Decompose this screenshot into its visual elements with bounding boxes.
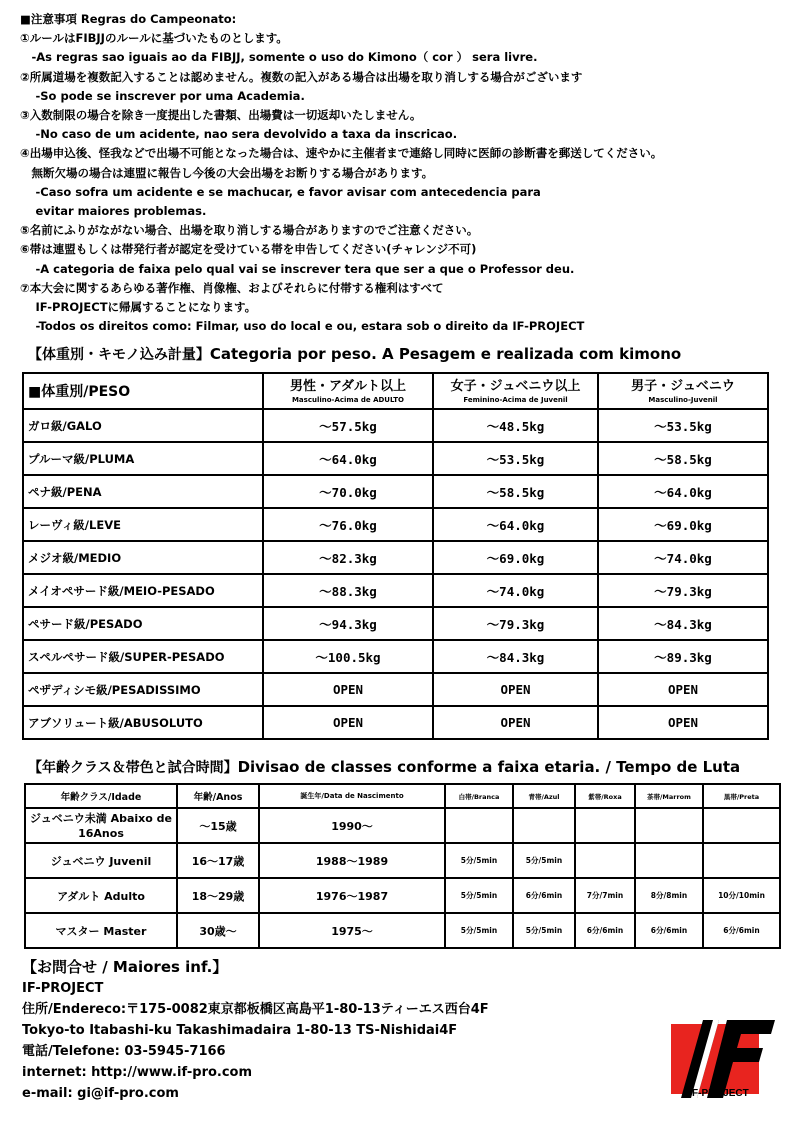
contact-address-en: Tokyo-to Itabashi-ku Takashimadaira 1-80-13 TS-Nishidai4F — [22, 1023, 458, 1038]
age-section-title — [28, 757, 740, 777]
age-header-cell: 誕生年/Data de Nascimento — [259, 784, 445, 808]
table-row — [23, 640, 768, 673]
weight-value: OPEN — [433, 673, 598, 706]
weight-class-name: ペサード級/PESADO — [23, 607, 263, 640]
weight-header-row — [23, 373, 768, 409]
age-range: 16～17歳 — [177, 843, 259, 878]
match-time — [513, 808, 575, 843]
weight-header-col: 男子・ジュベニウ Masculino-Juvenil — [598, 373, 768, 409]
birth-year: 1990～ — [259, 808, 445, 843]
weight-value: ～100.5kg — [263, 640, 433, 673]
rule-line: ⑤名前にふりがながない場合、出場を取り消しする場合がありますのでご注意ください。 — [20, 223, 479, 238]
rule-line: IF-PROJECTに帰属することになります。 — [20, 300, 257, 315]
table-row — [23, 541, 768, 574]
weight-value: OPEN — [598, 673, 768, 706]
weight-class-name: ペザディシモ級/PESADISSIMO — [23, 673, 263, 706]
match-time: 6分/6min — [513, 878, 575, 913]
weight-value: OPEN — [263, 706, 433, 739]
rule-line: ②所属道場を複数記入することは認めません。複数の記入がある場合は出場を取り消しする場合がございます — [20, 69, 583, 84]
weight-value: ～64.0kg — [598, 475, 768, 508]
weight-header-col: 女子・ジュベニウ以上 Feminino-Acima de Juvenil — [433, 373, 598, 409]
rule-line: ①ルールはFIBJJのルールに基づいたものとします。 — [20, 31, 288, 46]
weight-title-jp: 【体重別・キモノ込み計量】 — [28, 347, 210, 363]
weight-value: ～89.3kg — [598, 640, 768, 673]
logo-caption: IF-PROJECT — [689, 1088, 749, 1099]
weight-value: ～79.3kg — [433, 607, 598, 640]
match-time — [635, 808, 703, 843]
weight-class-name: ペナ級/PENA — [23, 475, 263, 508]
rule-line: -Todos os direitos como: Filmar, uso do local e ou, estara sob o direito da IF-PROJECT — [20, 319, 585, 334]
age-header-cell: 紫帯/Roxa — [575, 784, 635, 808]
weight-class-name: メジオ級/MEDIO — [23, 541, 263, 574]
weight-class-name: アブソリュート級/ABUSOLUTO — [23, 706, 263, 739]
rule-line: -A categoria de faixa pelo qual vai se inscrever tera que ser a que o Professor deu. — [20, 261, 575, 276]
table-row — [23, 607, 768, 640]
weight-value: ～94.3kg — [263, 607, 433, 640]
weight-header-first: ■体重別/PESO — [23, 373, 263, 409]
rule-line: ④出場申込後、怪我などで出場不可能となった場合は、速やかに主催者まで連絡し同時に医師の診断書を郵送してください。 — [20, 146, 663, 161]
age-table — [24, 783, 781, 949]
age-class: アダルト Adulto — [25, 878, 177, 913]
birth-year: 1976～1987 — [259, 878, 445, 913]
weight-value: ～82.3kg — [263, 541, 433, 574]
age-header-cell: 黒帯/Preta — [703, 784, 780, 808]
table-row — [25, 913, 780, 948]
match-time — [445, 808, 513, 843]
rules-heading: ■注意事項 Regras do Campeonato: — [20, 12, 237, 26]
weight-value: ～53.5kg — [433, 442, 598, 475]
weight-value: ～69.0kg — [433, 541, 598, 574]
table-row — [23, 673, 768, 706]
weight-value: ～64.0kg — [433, 508, 598, 541]
match-time: 10分/10min — [703, 878, 780, 913]
match-time: 6分/6min — [575, 913, 635, 948]
weight-value: ～74.0kg — [598, 541, 768, 574]
age-header-cell: 茶帯/Marrom — [635, 784, 703, 808]
weight-value: OPEN — [263, 673, 433, 706]
match-time: 5分/5min — [513, 913, 575, 948]
weight-title-pt: Categoria por peso. A Pesagem e realizada com kimono — [209, 345, 682, 363]
match-time — [575, 843, 635, 878]
rule-line: evitar maiores problemas. — [20, 204, 207, 219]
match-time — [703, 843, 780, 878]
age-header-cell: 青帯/Azul — [513, 784, 575, 808]
weight-value: ～69.0kg — [598, 508, 768, 541]
age-title-jp: 【年齢クラス＆帯色と試合時間】 — [28, 760, 238, 776]
weight-value: ～84.3kg — [433, 640, 598, 673]
rule-line: 無断欠場の場合は連盟に報告し今後の大会出場をお断りする場合があります。 — [20, 165, 434, 180]
rule-line: -Caso sofra um acidente e se machucar, e favor avisar com antecedencia para — [20, 184, 541, 199]
contact-address-jp: 住所/Endereco:〒175-0082東京都板橋区高島平1-80-13ティーエス西台4F — [22, 1002, 489, 1017]
table-row — [23, 706, 768, 739]
table-row — [23, 442, 768, 475]
weight-value: ～84.3kg — [598, 607, 768, 640]
match-time: 5分/5min — [445, 878, 513, 913]
match-time — [703, 808, 780, 843]
table-row — [23, 574, 768, 607]
weight-section-title — [28, 344, 681, 364]
match-time — [635, 843, 703, 878]
age-class: ジュベニウ Juvenil — [25, 843, 177, 878]
age-range: ～15歳 — [177, 808, 259, 843]
weight-value: ～70.0kg — [263, 475, 433, 508]
match-time: 6分/6min — [635, 913, 703, 948]
table-row — [25, 808, 780, 843]
age-range: 30歳～ — [177, 913, 259, 948]
contact-heading: 【お問合せ / Maiores inf.】 — [22, 958, 228, 976]
match-time: 6分/6min — [703, 913, 780, 948]
weight-class-name: メイオペサード級/MEIO-PESADO — [23, 574, 263, 607]
birth-year: 1988～1989 — [259, 843, 445, 878]
weight-value: ～64.0kg — [263, 442, 433, 475]
contact-org: IF-PROJECT — [22, 981, 104, 996]
weight-value: ～58.5kg — [433, 475, 598, 508]
rule-line: ⑦本大会に関するあらゆる著作権、肖像権、およびそれらに付帯する権利はすべて — [20, 280, 444, 295]
weight-class-name: プルーマ級/PLUMA — [23, 442, 263, 475]
match-time: 5分/5min — [445, 843, 513, 878]
table-row — [25, 843, 780, 878]
birth-year: 1975～ — [259, 913, 445, 948]
weight-value: ～79.3kg — [598, 574, 768, 607]
weight-value: OPEN — [598, 706, 768, 739]
weight-class-name: ガロ級/GALO — [23, 409, 263, 442]
weight-value: ～53.5kg — [598, 409, 768, 442]
weight-value: ～57.5kg — [263, 409, 433, 442]
weight-value: ～74.0kg — [433, 574, 598, 607]
age-header-cell: 白帯/Branca — [445, 784, 513, 808]
weight-value: ～48.5kg — [433, 409, 598, 442]
rule-line: ③入数制限の場合を除き一度提出した書類、出場費は一切返却いたしません。 — [20, 108, 422, 123]
table-row — [25, 878, 780, 913]
weight-class-name: スペルペサード級/SUPER-PESADO — [23, 640, 263, 673]
match-time: 8分/8min — [635, 878, 703, 913]
contact-block — [22, 957, 489, 1104]
age-class: マスター Master — [25, 913, 177, 948]
weight-value: ～88.3kg — [263, 574, 433, 607]
match-time — [575, 808, 635, 843]
rule-line: ⑥帯は連盟もしくは帯発行者が認定を受けている帯を申告してください(チャレンジ不可) — [20, 242, 477, 257]
contact-website[interactable]: internet: http://www.if-pro.com — [22, 1065, 253, 1080]
contact-phone: 電話/Telefone: 03-5945-7166 — [22, 1044, 226, 1059]
rule-line: -No caso de um acidente, nao sera devolvido a taxa da inscricao. — [20, 127, 458, 142]
table-row — [23, 409, 768, 442]
match-time: 7分/7min — [575, 878, 635, 913]
age-header-cell: 年齢/Anos — [177, 784, 259, 808]
age-title-pt: Divisao de classes conforme a faixa etaria. / Tempo de Luta — [237, 758, 741, 776]
age-class: ジュベニウ未満 Abaixo de 16Anos — [25, 808, 177, 843]
weight-table — [22, 372, 769, 740]
age-header-row — [25, 784, 780, 808]
table-row — [23, 475, 768, 508]
weight-header-col: 男性・アダルト以上 Masculino-Acima de ADULTO — [263, 373, 433, 409]
rule-line: -As regras sao iguais ao da FIBJJ, somente o uso do Kimono（ cor ） sera livre. — [20, 50, 538, 65]
contact-email[interactable]: e-mail: gi@if-pro.com — [22, 1086, 179, 1101]
rule-line: -So pode se inscrever por uma Academia. — [20, 88, 305, 103]
weight-value: ～76.0kg — [263, 508, 433, 541]
match-time: 5分/5min — [513, 843, 575, 878]
weight-value: OPEN — [433, 706, 598, 739]
rules-list — [20, 10, 780, 336]
age-range: 18～29歳 — [177, 878, 259, 913]
weight-value: ～58.5kg — [598, 442, 768, 475]
weight-class-name: レーヴィ級/LEVE — [23, 508, 263, 541]
match-time: 5分/5min — [445, 913, 513, 948]
table-row — [23, 508, 768, 541]
age-header-cell: 年齢クラス/Idade — [25, 784, 177, 808]
